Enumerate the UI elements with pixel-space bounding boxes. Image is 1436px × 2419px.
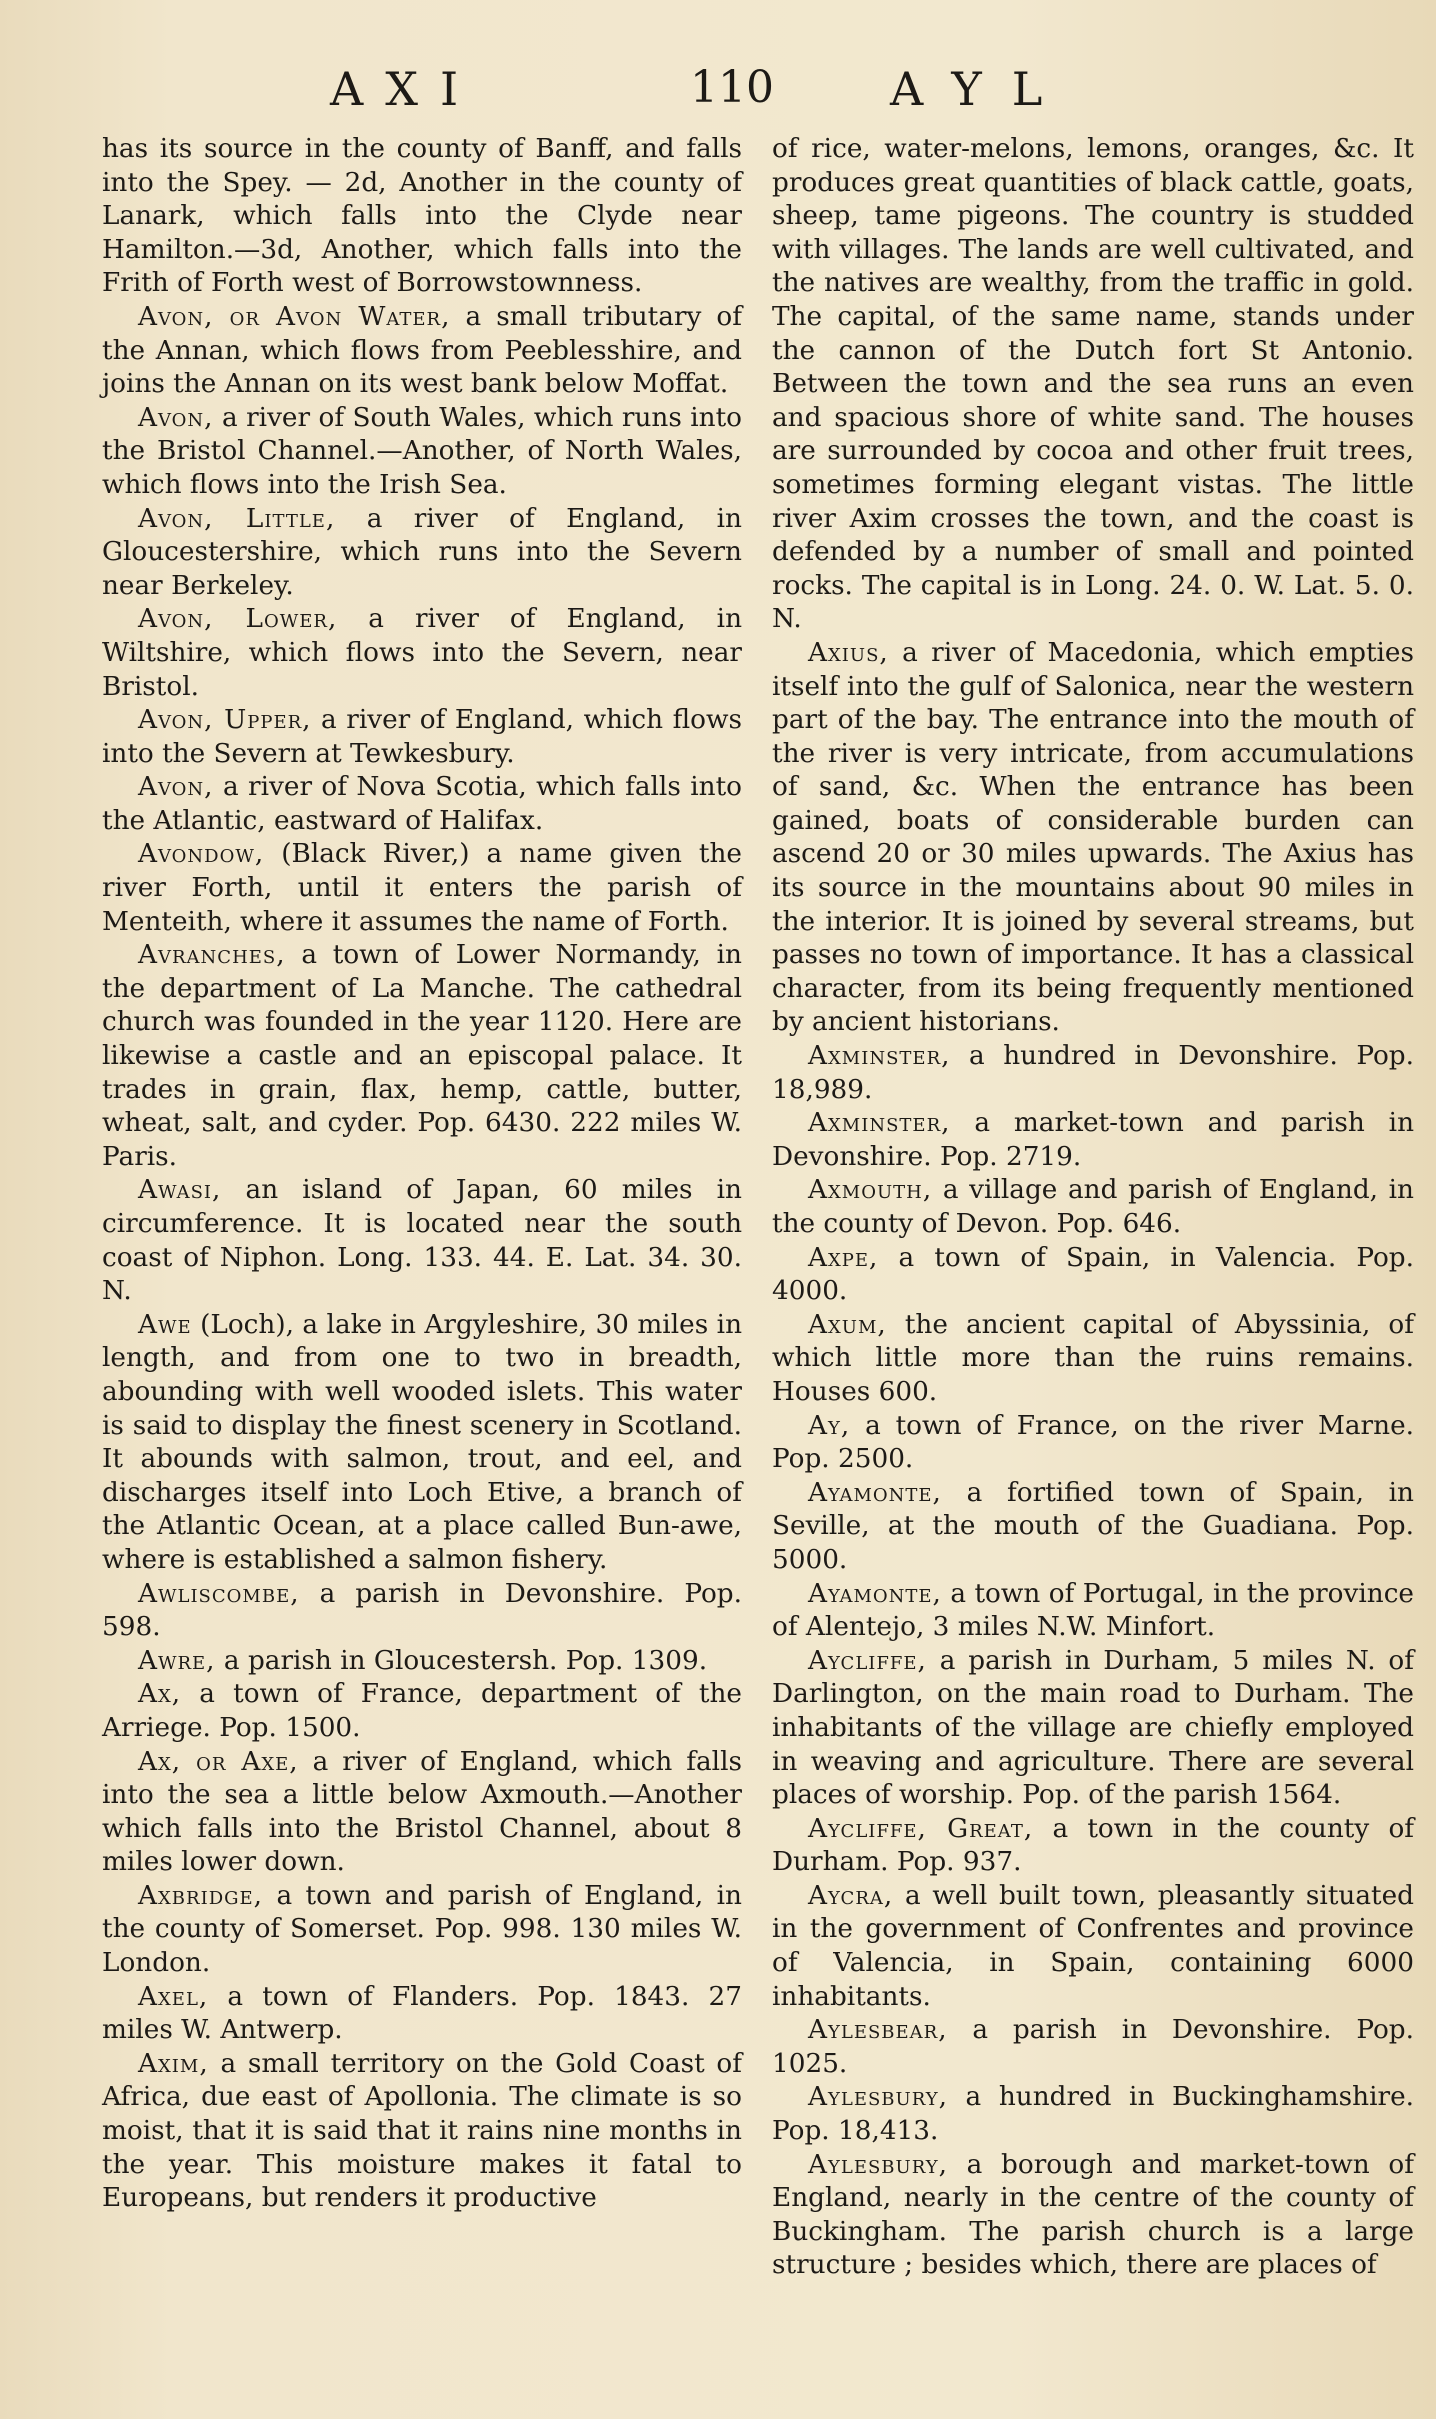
entry-headword: Aylesbury, <box>808 2082 948 2113</box>
dictionary-entry <box>102 402 742 503</box>
dictionary-entry <box>102 2048 742 2216</box>
entry-headword: Awre, <box>138 1645 216 1676</box>
dictionary-entry <box>772 1040 1414 1107</box>
dictionary-entry <box>102 1678 742 1745</box>
page-number: 110 <box>690 62 774 113</box>
entry-text: an island of Japan, 60 miles in circumference. It is located near the south coast of Niphon. Long. 133. 44. E. Lat. 34. 30. N. <box>102 1175 742 1307</box>
entry-headword: Ay, <box>808 1410 851 1441</box>
entry-headword: Axmouth, <box>808 1175 933 1206</box>
dictionary-entry <box>102 1880 742 1981</box>
entry-text: a small territory on the Gold Coast of Africa, due east of Apollonia. The climate is so moist, that it is said that it rains nine months in the year. This moisture makes it fatal to Europeans, but renders it productive <box>102 2048 742 2214</box>
dictionary-entry <box>102 771 742 838</box>
entry-text: a river of England, in Wiltshire, which flows into the Severn, near Bristol. <box>102 604 743 702</box>
entry-text: a borough and market-town of England, nearly in the centre of the county of Buckingham. The parish church is a large structure ; besides which, there are places of <box>772 2149 1414 2281</box>
entry-text: a village and parish of England, in the county of Devon. Pop. 646. <box>772 1175 1414 1239</box>
entry-text: a parish in Gloucestersh. Pop. 1309. <box>215 1645 708 1676</box>
entry-text: a well built town, pleasantly situated in the government of Confrentes and province of Valencia, in Spain, containing 6000 inhabitants. <box>772 1880 1414 2012</box>
dictionary-entry <box>102 301 742 402</box>
entry-text: a town of France, on the river Marne. Pop. 2500. <box>772 1410 1414 1475</box>
dictionary-entry <box>102 1746 742 1880</box>
entry-text: a town and parish of England, in the county of Somerset. Pop. 998. 130 miles W. London. <box>102 1880 742 1979</box>
entry-text: has its source in the county of Banff, and falls into the Spey. — 2d, Another in the county of Lanark, which falls into the Clyde near Hamilton.—3d, Another, which falls into the Frith of Forth west of Borrowstownness. <box>102 134 742 299</box>
dictionary-entry <box>772 1309 1414 1410</box>
running-header <box>0 62 1436 118</box>
dictionary-entry <box>102 1645 742 1679</box>
entry-headword: Awasi, <box>138 1175 222 1206</box>
entry-headword: Avon, Upper, <box>138 705 312 736</box>
entry-headword: Ax, or Axe, <box>138 1746 299 1777</box>
dictionary-entry <box>102 503 742 604</box>
entry-text: a river of England, in Gloucestershire, which runs into the Severn near Berkeley. <box>102 503 742 601</box>
entry-headword: Avon, Lower, <box>138 604 338 635</box>
dictionary-entry <box>102 1309 742 1578</box>
entry-headword: Awe <box>138 1309 192 1340</box>
entry-headword: Axel, <box>138 1981 209 2012</box>
entry-text: a river of South Wales, which runs into the Bristol Channel.—Another, of North Wales, which flows into the Irish Sea. <box>102 402 742 500</box>
entry-text: a small tributary of the Annan, which flows from Peeblesshire, and joins the Annan on its west bank below Moffat. <box>102 301 742 400</box>
entry-headword: Awliscombe, <box>138 1578 300 1609</box>
entry-headword: Avon, <box>138 402 214 433</box>
entry-headword: Aycra, <box>808 1880 894 1911</box>
entry-text: a river of Nova Scotia, which falls into the Atlantic, eastward of Halifax. <box>102 772 742 836</box>
entry-text: a hundred in Buckinghamshire. Pop. 18,413. <box>772 2082 1414 2147</box>
header-right-guideword: AYL <box>890 62 1073 116</box>
entry-headword: Axpe, <box>808 1242 879 1273</box>
entry-headword: Axminster, <box>808 1108 951 1139</box>
entry-headword: Avon, Little, <box>138 503 336 534</box>
dictionary-entry <box>102 1174 742 1308</box>
entry-text: a fortified town of Spain, in Seville, at the mouth of the Guadiana. Pop. 5000. <box>772 1477 1414 1575</box>
entry-headword: Avon, or Avon Water, <box>138 301 451 332</box>
entry-text: the ancient capital of Abyssinia, of which little more than the ruins remains. Houses 600. <box>772 1309 1414 1407</box>
entry-headword: Axum, <box>808 1309 887 1340</box>
entry-headword: Axminster, <box>808 1041 951 1072</box>
dictionary-entry <box>772 1174 1414 1241</box>
right-column <box>772 133 1414 2283</box>
entry-headword: Axim, <box>138 2048 209 2079</box>
dictionary-entry <box>772 1578 1414 1645</box>
entry-text: a town of France, department of the Arriege. Pop. 1500. <box>102 1679 742 1743</box>
entry-text: of rice, water-melons, lemons, oranges, &c. It produces great quantities of black cattle, goats, sheep, tame pigeons. The country is studded with villages. The lands are well cultivated, and the natives are wealthy, from the traffic in gold. The capital, of the same name, stands under the cannon of the Dutch fort St Antonio. Between the town and the sea runs an even and spacious shore of white sand. The houses are surrounded by cocoa and other fruit trees, sometimes forming elegant vistas. The little river Axim crosses the town, and the coast is defended by a number of small and pointed rocks. The capital is in Long. 24. 0. W. Lat. 5. 0. N. <box>772 134 1414 635</box>
dictionary-entry <box>772 1813 1414 1880</box>
header-left-guideword: AXI <box>330 62 481 116</box>
dictionary-entry <box>102 1578 742 1645</box>
entry-headword: Ayamonte, <box>808 1578 942 1609</box>
entry-text: a town of Lower Normandy, in the department of La Manche. The cathedral church was founded in the year 1120. Here are likewise a castle and an episcopal palace. It trades in grain, flax, hemp, cattle, butter, wheat, salt, and cyder. Pop. 6430. 222 miles W. Paris. <box>102 940 742 1172</box>
dictionary-entry <box>772 637 1414 1040</box>
dictionary-entry <box>772 2014 1414 2081</box>
entry-headword: Aylesbury, <box>808 2149 948 2180</box>
dictionary-entry <box>772 1645 1414 1813</box>
dictionary-entry <box>102 939 742 1174</box>
entry-text: a town of Portugal, in the province of Alentejo, 3 miles N.W. Minfort. <box>772 1578 1414 1643</box>
dictionary-entry <box>772 1107 1414 1174</box>
dictionary-entry <box>102 1981 742 2048</box>
entry-headword: Avon, <box>138 772 214 803</box>
entry-headword: Ax, <box>138 1679 182 1710</box>
dictionary-entry <box>772 1477 1414 1578</box>
entry-headword: Aycliffe, Great, <box>808 1813 1034 1844</box>
dictionary-entry <box>772 1880 1414 2014</box>
entry-text: a town of Flanders. Pop. 1843. 27 miles W. Antwerp. <box>102 1981 742 2046</box>
left-column <box>102 133 742 2216</box>
entry-text: a town of Spain, in Valencia. Pop. 4000. <box>772 1242 1414 1307</box>
entry-text: a river of England, which flows into the Severn at Tewkesbury. <box>102 705 742 769</box>
dictionary-entry <box>772 1410 1414 1477</box>
entry-text: (Loch), a lake in Argyleshire, 30 miles in length, and from one to two in breadth, abounding with well wooded islets. This water is said to display the finest scenery in Scotland. It abounds with salmon, trout, and eel, and discharges itself into Loch Etive, a branch of the Atlantic Ocean, at a place called Bun-awe, where is established a salmon fishery. <box>102 1309 742 1575</box>
entry-text: a parish in Devonshire. Pop. 598. <box>102 1578 742 1643</box>
dictionary-entry <box>102 133 742 301</box>
entry-headword: Aycliffe, <box>808 1645 927 1676</box>
entry-text: a hundred in Devonshire. Pop. 18,989. <box>772 1041 1414 1105</box>
entry-text: a parish in Durham, 5 miles N. of Darlington, on the main road to Durham. The inhabitants of the village are chiefly employed in weaving and agriculture. There are several places of worship. Pop. of the parish 1564. <box>772 1645 1414 1811</box>
entry-text: (Black River,) a name given the river Forth, until it enters the parish of Menteith, where it assumes the name of Forth. <box>102 839 742 937</box>
entry-text: a river of England, which falls into the sea a little below Axmouth.—Another which falls into the Bristol Channel, about 8 miles lower down. <box>102 1746 742 1878</box>
entry-text: a market-town and parish in Devonshire. Pop. 2719. <box>772 1108 1414 1172</box>
entry-text: a parish in Devonshire. Pop. 1025. <box>772 2015 1414 2079</box>
entry-headword: Axius, <box>808 637 889 668</box>
dictionary-entry <box>772 2149 1414 2283</box>
dictionary-entry <box>102 603 742 704</box>
dictionary-entry <box>102 838 742 939</box>
entry-headword: Aylesbear, <box>808 2015 948 2046</box>
dictionary-entry <box>102 704 742 771</box>
dictionary-entry <box>772 133 1414 637</box>
entry-headword: Avondow, <box>138 839 265 870</box>
entry-text: a town in the county of Durham. Pop. 937. <box>772 1813 1415 1878</box>
entry-text: a river of Macedonia, which empties itself into the gulf of Salonica, near the western part of the bay. The entrance into the mouth of the river is very intricate, from accumulations of sand, &c. When the entrance has been gained, boats of considerable burden can ascend 20 or 30 miles upwards. The Axius has its source in the mountains about 90 miles in the interior. It is joined by several streams, but passes no town of importance. It has a classical character, from its being frequently mentioned by ancient historians. <box>772 637 1414 1038</box>
dictionary-entry <box>772 2081 1414 2148</box>
entry-headword: Axbridge, <box>138 1880 264 1911</box>
entry-headword: Avranches, <box>138 940 286 971</box>
entry-headword: Ayamonte, <box>808 1477 942 1508</box>
dictionary-entry <box>772 1242 1414 1309</box>
